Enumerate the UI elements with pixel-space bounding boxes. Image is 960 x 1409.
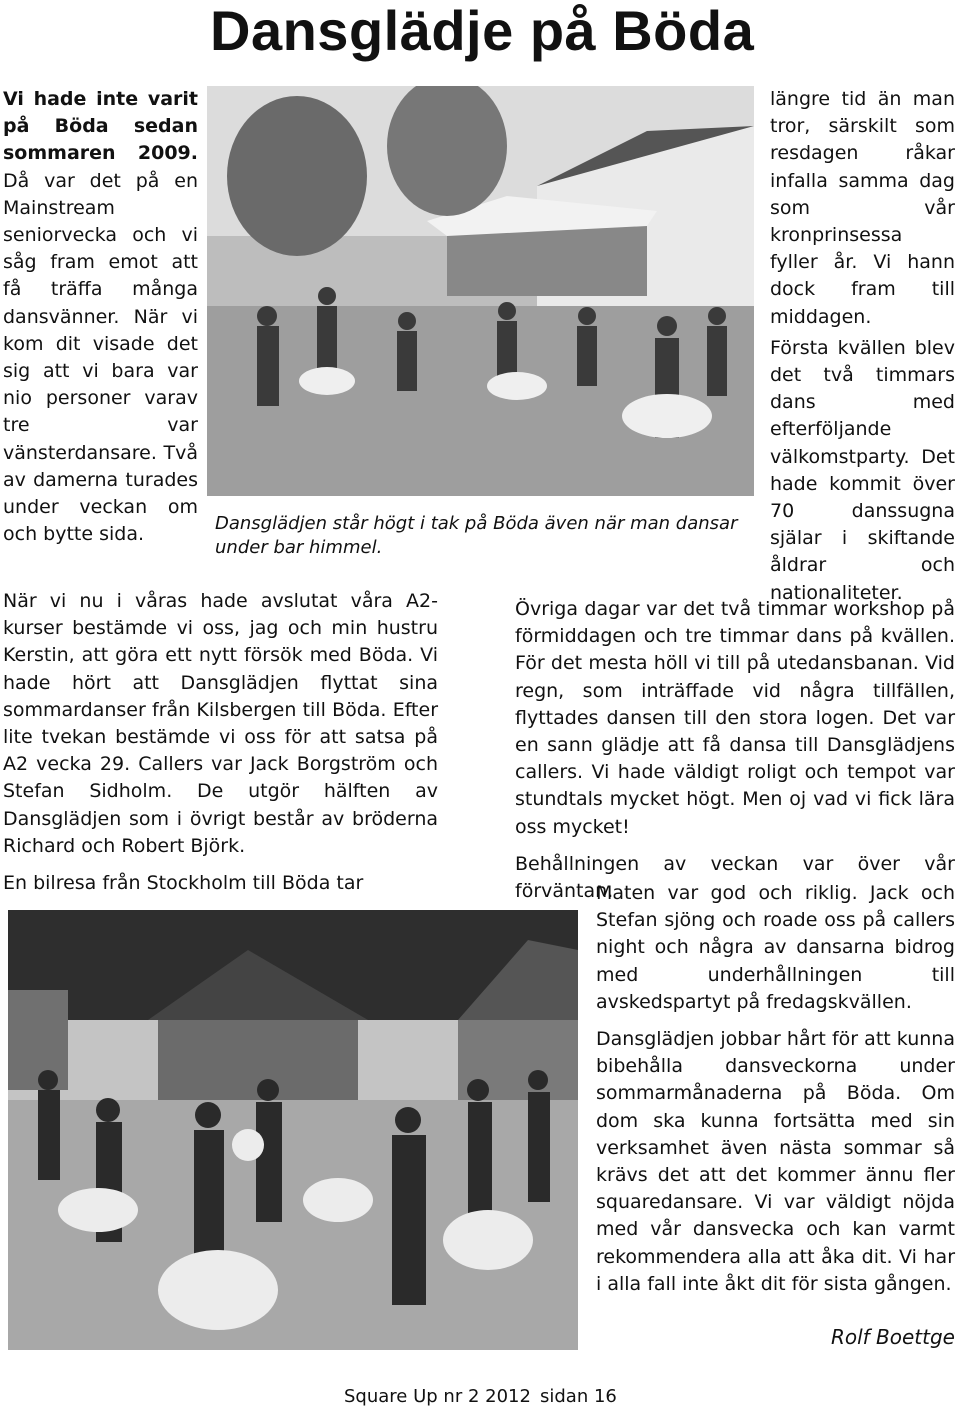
middle-paragraph-2: En bilresa från Stockholm till Böda tar [3, 872, 364, 895]
photo-caption: Dansglädjen står högt i tak på Böda även när man dansar under bar himmel. [215, 513, 738, 558]
middle-column [3, 588, 438, 897]
dance-photo-top [207, 86, 754, 496]
right-paragraph-2: Första kvällen blev det två timmars dans med efterföljande välkomstparty. Det hade kommit över 70 danssugna själar i skiftande åldrar och nationaliteter. [770, 336, 955, 604]
footer-publication: Square Up nr 2 2012 [344, 1386, 531, 1407]
right-paragraph-5: Dansglädjen jobbar hårt för att kunna bibehålla dansveckorna under sommarmånaderna på Böda. Om dom ska kunna fortsätta med sin verksamhet även nästa sommar så krävs det att det kommer ännu fler squaredansare. Vi var väldigt nöjda med vår dansvecka och kan varmt rekommendera alla att åka dit. Vi har i alla fall inte åkt dit för sista gången. [596, 1028, 955, 1295]
author-signature: Rolf Boettge [830, 1325, 955, 1349]
dance-photo-bottom-image [8, 910, 578, 1350]
footer-page-number: sidan 16 [540, 1386, 617, 1407]
right-column-middle [515, 596, 955, 905]
right-paragraph-4b: Maten var god och riklig. Jack och Stefan sjöng och roade oss på callers night och några av dansarna bidrog med underhållningen till avskedspartyt på fredagskvällen. [596, 882, 955, 1013]
right-column-bottom [596, 880, 955, 1298]
right-column-top [770, 86, 955, 607]
right-paragraph-3: Övriga dagar var det två timmar workshop på förmiddagen och tre timmar dans på kvällen. För det mesta höll vi till på utedansbanan. Vid regn, som inträffade vid några tillfällen, flyttades dansen till den stora logen. Det var en sann glädje att få dansa till Dansglädjens callers. Vi hade väldigt roligt och tempot var stundtals mycket högt. Men oj vad vi fick lära oss mycket! [515, 598, 955, 838]
intro-bold-text: Vi hade inte varit på Böda sedan sommaren 2009. [3, 88, 198, 165]
right-paragraph-1: längre tid än man tror, särskilt som resdagen råkar infalla samma dag som vår kronprinsessa fyller år. Vi hann dock fram till middagen. [770, 88, 955, 328]
intro-text: Då var det på en Mainstream seniorvecka och vi såg fram emot att få träffa många dansvänner. När vi kom dit visade det sig att vi bara var nio personer varav tre var vänsterdansare. Två av damerna turades under veckan om och bytte sida. [3, 169, 198, 546]
right-paragraph-4a: Behållningen av veckan var över vår förväntan. [515, 852, 955, 903]
dance-photo-bottom [8, 910, 578, 1350]
intro-column [3, 86, 198, 548]
dance-photo-top-image [207, 86, 754, 496]
page-title: Dansglädje på Böda [210, 0, 755, 62]
middle-paragraph-1: När vi nu i våras hade avslutat våra A2-kurser bestämde vi oss, jag och min hustru Kerstin, att göra ett nytt försök med Böda. Vi hade hört att Dansglädjen flyttat sina sommardanser från Kilsbergen till Böda. Efter lite tvekan bestämde vi oss för att satsa på A2 vecka 29. Callers var Jack Borgström och Stefan Sidholm. De utgör hälften av Dansglädjen som i övrigt består av bröderna Richard och Robert Björk. [3, 590, 438, 857]
